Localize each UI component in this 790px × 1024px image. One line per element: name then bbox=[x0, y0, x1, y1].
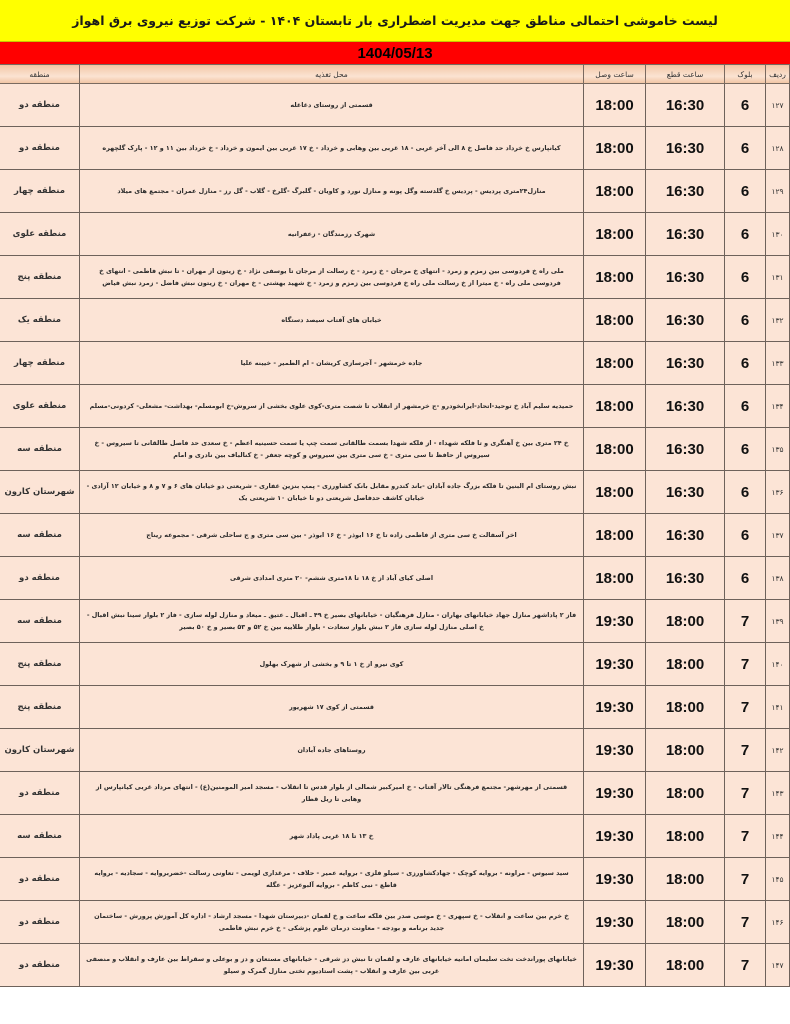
connect-time: 19:30 bbox=[584, 901, 646, 944]
block-number: 6 bbox=[725, 299, 766, 342]
cut-time: 18:00 bbox=[646, 858, 725, 901]
row-number: ۱۳۶ bbox=[766, 471, 790, 514]
feed-location: قسمتی از کوی ۱۷ شهریور bbox=[80, 686, 584, 729]
table-row bbox=[0, 557, 790, 600]
column-header-feed-location: محل تغذیه bbox=[80, 65, 584, 84]
table-row bbox=[0, 729, 790, 772]
feed-location: روستاهای جاده آبادان bbox=[80, 729, 584, 772]
cut-time: 16:30 bbox=[646, 170, 725, 213]
connect-time: 19:30 bbox=[584, 944, 646, 987]
cut-time: 16:30 bbox=[646, 514, 725, 557]
cut-time: 16:30 bbox=[646, 342, 725, 385]
cut-time: 18:00 bbox=[646, 901, 725, 944]
feed-location: خیابانهای پوراندخت تخت سلیمان امانیه خیابانهای عارف و لقمان تا نبش دز شرقی - خیابانهای مستعان و دز و بوعلی و سقراط بین عارف و انقلاب و منصفی غربی بین عارف و انقلاب - پشت استادیوم تختی منازل گمرک و سیلو bbox=[80, 944, 584, 987]
feed-location: اخر آسفالت خ سی متری از فاطمی زاده تا خ ۱۶ ابوذر - خ ۱۶ ابوذر - بین سی متری و ج ساحلی شرقی - مجموعه ریناج bbox=[80, 514, 584, 557]
block-number: 6 bbox=[725, 127, 766, 170]
row-number: ۱۴۳ bbox=[766, 772, 790, 815]
region: منطقه سه bbox=[0, 514, 80, 557]
connect-time: 19:30 bbox=[584, 643, 646, 686]
column-header-region: منطقه bbox=[0, 65, 80, 84]
region: منطقه سه bbox=[0, 600, 80, 643]
region: منطقه دو bbox=[0, 944, 80, 987]
feed-location: خیابان های آفتاب سیصد دستگاه bbox=[80, 299, 584, 342]
connect-time: 18:00 bbox=[584, 299, 646, 342]
table-row bbox=[0, 600, 790, 643]
feed-location: ملی راه خ فردوسی بین زمزم و زمرد - انتهای خ مرجان - خ زمرد - خ رسالت از مرجان تا یوسفی نژاد - خ زیتون از مهران - تا نبش فاطمی - انتهای خ فردوسی ملی راه - خ میترا از خ رسالت ملی راه خ فردوسی بین زمزم و زمرد - خ شهید بهشتی - خ مهران - خ زیتون نبش فاضل - زمرد نبش فیاض bbox=[80, 256, 584, 299]
region: شهرستان کارون bbox=[0, 471, 80, 514]
block-number: 7 bbox=[725, 686, 766, 729]
block-number: 7 bbox=[725, 901, 766, 944]
feed-location: فاز ۲ پاداشهر منازل جهاد خیابانهای بهاران - منازل فرهنگیان - خیابانهای بصیر خ ۴۹ ـ اقبال ـ عتیق ـ میعاد و منازل لوله سازی - فاز ۲ بلوار سینا نبش اقبال - خ اصلی منازل لوله سازی فاز ۲ نبش بلوار سعادت - بلوار طلاییه بین خ ۵۲ و ۵۳ بصیر و خ ۵۰ بصیر bbox=[80, 600, 584, 643]
region: منطقه دو bbox=[0, 127, 80, 170]
connect-time: 18:00 bbox=[584, 342, 646, 385]
feed-location: کیانپارس خ خرداد حد فاصل خ ۸ الی آخر غربی - ۱۸ غربی بین وهابی و خرداد - خ ۱۷ غربی بین ایمون و خرداد - خ خرداد بین ۱۱ و ۱۲ - پارک گلچهره bbox=[80, 127, 584, 170]
row-number: ۱۳۳ bbox=[766, 342, 790, 385]
table-row bbox=[0, 428, 790, 471]
cut-time: 18:00 bbox=[646, 815, 725, 858]
connect-time: 18:00 bbox=[584, 256, 646, 299]
connect-time: 18:00 bbox=[584, 385, 646, 428]
row-number: ۱۴۴ bbox=[766, 815, 790, 858]
feed-location: خ ۱۳ تا ۱۸ غربی پاداد شهر bbox=[80, 815, 584, 858]
block-number: 7 bbox=[725, 772, 766, 815]
cut-time: 18:00 bbox=[646, 600, 725, 643]
region: منطقه دو bbox=[0, 901, 80, 944]
table-header-row bbox=[0, 65, 790, 84]
region: منطقه پنج bbox=[0, 686, 80, 729]
block-number: 6 bbox=[725, 342, 766, 385]
table-row bbox=[0, 643, 790, 686]
row-number: ۱۳۷ bbox=[766, 514, 790, 557]
feed-location: سید سیوس - مراونه - بروایه کوچک - جهادکشاورزی - سیلو فلزی - بروایه عمیر - حلاف - مرغداری لویمی - تعاونی رسالت -خضربروایه - سجادیه - بروایه قاطع - نبی کاظم - بروایه آلبوعزیز - عگله bbox=[80, 858, 584, 901]
connect-time: 19:30 bbox=[584, 729, 646, 772]
row-number: ۱۴۲ bbox=[766, 729, 790, 772]
column-header-cut-time: ساعت قطع bbox=[646, 65, 725, 84]
cut-time: 18:00 bbox=[646, 686, 725, 729]
feed-location: جاده خرمشهر - آجرسازی کریشان - ام الطمیر - خیینه علیا bbox=[80, 342, 584, 385]
cut-time: 18:00 bbox=[646, 772, 725, 815]
connect-time: 18:00 bbox=[584, 170, 646, 213]
feed-location: قسمتی از روستای دغاغله bbox=[80, 84, 584, 127]
block-number: 7 bbox=[725, 729, 766, 772]
region: منطقه دو bbox=[0, 557, 80, 600]
cut-time: 16:30 bbox=[646, 84, 725, 127]
table-row bbox=[0, 170, 790, 213]
table-row bbox=[0, 213, 790, 256]
table-body bbox=[0, 84, 790, 987]
region: شهرستان کارون bbox=[0, 729, 80, 772]
cut-time: 16:30 bbox=[646, 471, 725, 514]
feed-location: نبش روستای ام البنین تا فلکه بزرگ جاده آبادان -باند کندرو مقابل بانک کشاورزی - پمپ بنزین غفاری - شریعتی دو خیابان های ۶ و ۷ و ۸ و خیابان ۱۲ آزادی - خیابان کاشف حدفاصل شریعتی دو تا خیابان ۱۰ شریعتی یک bbox=[80, 471, 584, 514]
table-row bbox=[0, 815, 790, 858]
block-number: 6 bbox=[725, 213, 766, 256]
table-row bbox=[0, 127, 790, 170]
table-row bbox=[0, 514, 790, 557]
block-number: 6 bbox=[725, 428, 766, 471]
cut-time: 16:30 bbox=[646, 127, 725, 170]
column-header-radif: ردیف bbox=[766, 65, 790, 84]
region: منطقه دو bbox=[0, 84, 80, 127]
block-number: 7 bbox=[725, 815, 766, 858]
connect-time: 19:30 bbox=[584, 815, 646, 858]
cut-time: 16:30 bbox=[646, 428, 725, 471]
block-number: 6 bbox=[725, 557, 766, 600]
region: منطقه سه bbox=[0, 428, 80, 471]
row-number: ۱۳۲ bbox=[766, 299, 790, 342]
table-row bbox=[0, 901, 790, 944]
block-number: 7 bbox=[725, 643, 766, 686]
table-row bbox=[0, 944, 790, 987]
block-number: 7 bbox=[725, 600, 766, 643]
document-title: لیست خاموشی احتمالی مناطق جهت مدیریت اضطراری بار تابستان ۱۴۰۴ - شرکت توزیع نیروی برق اهواز bbox=[0, 0, 790, 42]
table-row bbox=[0, 84, 790, 127]
schedule-date: 1404/05/13 bbox=[0, 42, 790, 64]
connect-time: 19:30 bbox=[584, 858, 646, 901]
region: منطقه پنج bbox=[0, 643, 80, 686]
region: منطقه دو bbox=[0, 858, 80, 901]
table-row bbox=[0, 471, 790, 514]
feed-location: اصلی کیای آباد از خ ۱۸ تا ۱۸متری ششم- ۲۰ متری امدادی شرقی bbox=[80, 557, 584, 600]
block-number: 6 bbox=[725, 84, 766, 127]
row-number: ۱۳۴ bbox=[766, 385, 790, 428]
cut-time: 16:30 bbox=[646, 256, 725, 299]
table-row bbox=[0, 858, 790, 901]
feed-location: قسمتی از مهرشهر- مجتمع فرهنگی تالار آفتاب - خ امیرکبیر شمالی از بلوار قدس تا انقلاب - مسجد امیر المومنین(ع) - انتهای مرداد غربی کیانپارس از وهابی تا ریل قطار bbox=[80, 772, 584, 815]
block-number: 6 bbox=[725, 170, 766, 213]
block-number: 7 bbox=[725, 858, 766, 901]
row-number: ۱۴۰ bbox=[766, 643, 790, 686]
row-number: ۱۳۸ bbox=[766, 557, 790, 600]
table-row bbox=[0, 342, 790, 385]
block-number: 7 bbox=[725, 944, 766, 987]
feed-location: خ خرم بین ساعت و انقلاب - خ سپهری - خ موسی صدر بین فلکه ساعت و خ لقمان -دبیرستان شهدا - مسجد ارشاد - اداره کل آموزش پرورش - ساختمان جدید برنامه و بودجه - معاونت درمان علوم پزشکی - خ خرم نبش فاطمی bbox=[80, 901, 584, 944]
connect-time: 18:00 bbox=[584, 213, 646, 256]
table-row bbox=[0, 299, 790, 342]
connect-time: 18:00 bbox=[584, 428, 646, 471]
connect-time: 19:30 bbox=[584, 600, 646, 643]
region: منطقه علوی bbox=[0, 385, 80, 428]
table-row bbox=[0, 385, 790, 428]
row-number: ۱۲۷ bbox=[766, 84, 790, 127]
column-header-connect-time: ساعت وصل bbox=[584, 65, 646, 84]
table-row bbox=[0, 256, 790, 299]
connect-time: 18:00 bbox=[584, 514, 646, 557]
connect-time: 18:00 bbox=[584, 471, 646, 514]
column-header-block: بلوک bbox=[725, 65, 766, 84]
region: منطقه چهار bbox=[0, 342, 80, 385]
row-number: ۱۳۰ bbox=[766, 213, 790, 256]
row-number: ۱۳۵ bbox=[766, 428, 790, 471]
block-number: 6 bbox=[725, 256, 766, 299]
feed-location: منازل۲۴متری پردیس - پردیس خ گلدسته وگل پونه و منازل نورد و کاویان - گلبرگ -گلرخ - گلاب - گل رز - منازل عمران - مجتمع های میلاد bbox=[80, 170, 584, 213]
row-number: ۱۴۵ bbox=[766, 858, 790, 901]
region: منطقه یک bbox=[0, 299, 80, 342]
row-number: ۱۴۱ bbox=[766, 686, 790, 729]
region: منطقه علوی bbox=[0, 213, 80, 256]
row-number: ۱۴۶ bbox=[766, 901, 790, 944]
region: منطقه چهار bbox=[0, 170, 80, 213]
row-number: ۱۴۷ bbox=[766, 944, 790, 987]
cut-time: 16:30 bbox=[646, 557, 725, 600]
feed-location: حمیدیه سلیم آباد خ توحید-اتحاد-ایرانخودرو -ج خرمشهر از انقلاب تا شصت متری-کوی علوی بخشی از سروش-خ ابومسلم- بهداشت- مشعلی- کردونی-مسلم bbox=[80, 385, 584, 428]
connect-time: 19:30 bbox=[584, 772, 646, 815]
connect-time: 19:30 bbox=[584, 686, 646, 729]
cut-time: 16:30 bbox=[646, 299, 725, 342]
row-number: ۱۳۱ bbox=[766, 256, 790, 299]
region: منطقه دو bbox=[0, 772, 80, 815]
cut-time: 18:00 bbox=[646, 729, 725, 772]
region: منطقه پنج bbox=[0, 256, 80, 299]
cut-time: 18:00 bbox=[646, 944, 725, 987]
row-number: ۱۳۹ bbox=[766, 600, 790, 643]
block-number: 6 bbox=[725, 514, 766, 557]
row-number: ۱۲۹ bbox=[766, 170, 790, 213]
cut-time: 18:00 bbox=[646, 643, 725, 686]
row-number: ۱۲۸ bbox=[766, 127, 790, 170]
block-number: 6 bbox=[725, 385, 766, 428]
connect-time: 18:00 bbox=[584, 127, 646, 170]
region: منطقه سه bbox=[0, 815, 80, 858]
block-number: 6 bbox=[725, 471, 766, 514]
feed-location: خ ۲۴ متری بین خ آهنگری و تا فلکه شهداء - از فلکه شهدا بسمت طالقانی سمت چپ یا سمت حسینیه اعظم - خ سعدی حد فاصل طالقانی تا سیروس - خ سیروس از حافظ تا سی متری - خ سی متری بین سیروس و کوچه جعفر - خ کنالباف بین نادری و امام bbox=[80, 428, 584, 471]
table-row bbox=[0, 686, 790, 729]
outage-table bbox=[0, 64, 790, 987]
connect-time: 18:00 bbox=[584, 557, 646, 600]
table-row bbox=[0, 772, 790, 815]
feed-location: شهرک رزمندگان - زعفرانیه bbox=[80, 213, 584, 256]
feed-location: کوی نیرو از خ ۱ تا ۹ و بخشی از شهرک بهلول bbox=[80, 643, 584, 686]
connect-time: 18:00 bbox=[584, 84, 646, 127]
cut-time: 16:30 bbox=[646, 385, 725, 428]
cut-time: 16:30 bbox=[646, 213, 725, 256]
